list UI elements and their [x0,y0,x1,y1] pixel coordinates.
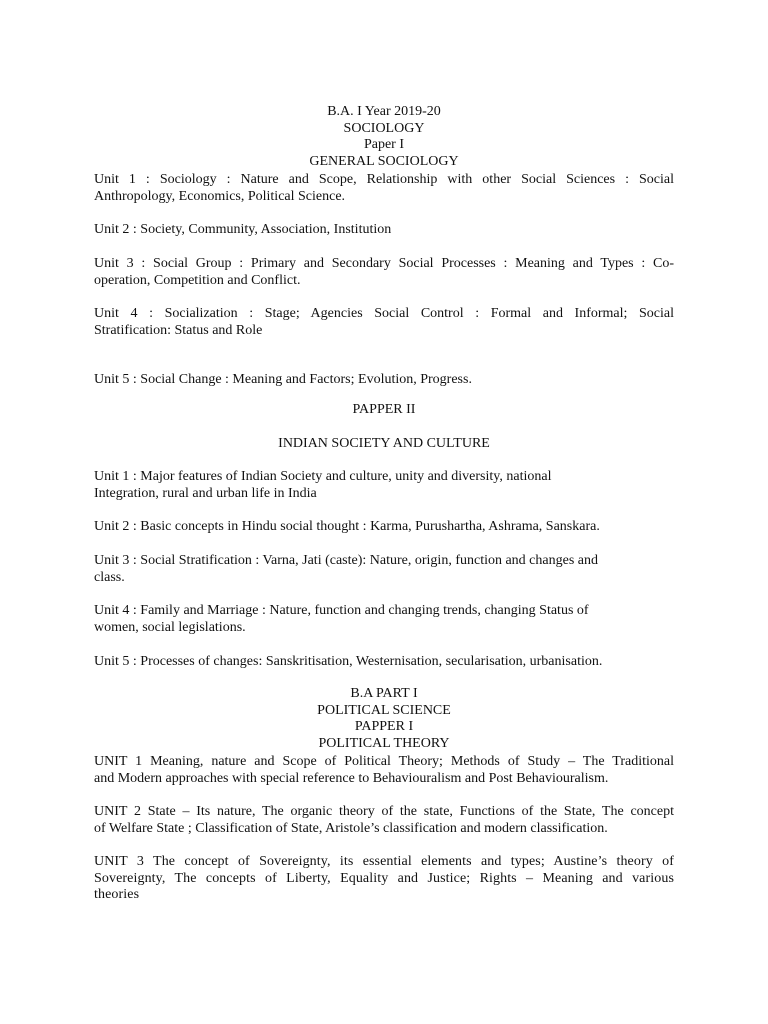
unit-text-line: class. [94,569,125,585]
unit-text-line: UNIT 3 The concept of Sovereignty, its essential elements and types; Austine’s theory of [94,854,674,869]
sociology-unit-5 [94,372,674,389]
paper-title: INDIAN SOCIETY AND CULTURE [278,436,490,451]
unit-text-line: Unit 2 : Basic concepts in Hindu social thought : Karma, Purushartha, Ashrama, Sanskara. [94,519,600,534]
paper-2-title [94,436,674,453]
unit-text-line: Unit 2 : Society, Community, Association, Institution [94,222,392,237]
paper-number: PAPPER II [352,402,416,417]
paper-2-unit-5 [94,654,674,671]
paper-2-heading [94,402,674,419]
unit-text-line: women, social legislations. [94,619,246,635]
unit-text-line: operation, Competition and Conflict. [94,272,301,288]
paper-number: PAPPER I [354,719,414,734]
unit-text-line: Unit 5 : Social Change : Meaning and Factors; Evolution, Progress. [94,372,472,387]
sociology-unit-1 [94,172,674,205]
unit-text-line: Unit 1 : Sociology : Nature and Scope, Relationship with other Social Sciences : Social [94,172,674,187]
paper-title: POLITICAL THEORY [318,735,450,751]
sociology-unit-2 [94,222,674,239]
sociology-unit-4 [94,306,674,339]
unit-text-line: Integration, rural and urban life in India [94,485,317,501]
unit-text-line: and Modern approaches with special reference to Behaviouralism and Post Behaviouralism. [94,770,609,786]
unit-text-line: Unit 1 : Major features of Indian Society and culture, unity and diversity, national [94,469,552,484]
unit-text-line: Unit 3 : Social Stratification : Varna, Jati (caste): Nature, origin, function and changes and [94,553,598,568]
unit-text-line: Anthropology, Economics, Political Science. [94,188,346,204]
sociology-unit-3 [94,256,674,289]
paper-2-unit-3 [94,553,674,586]
paper-2-unit-1 [94,469,674,502]
subject-title: POLITICAL SCIENCE [317,702,451,718]
political-unit-2 [94,804,674,837]
political-science-header [94,686,674,752]
unit-text-line: UNIT 2 State – Its nature, The organic theory of the state, Functions of the State, The concept [94,804,674,819]
unit-text-line: Unit 5 : Processes of changes: Sanskritisation, Westernisation, secularisation, urbanisation. [94,654,603,669]
paper-number: Paper I [363,137,405,152]
course-year: B.A. I Year 2019-20 [327,104,441,119]
unit-text-line: UNIT 1 Meaning, nature and Scope of Political Theory; Methods of Study – The Traditional [94,754,674,769]
unit-text-line: Unit 3 : Social Group : Primary and Secondary Social Processes : Meaning and Types : Co- [94,256,674,271]
paper-2-unit-4 [94,603,674,636]
political-unit-1 [94,754,674,787]
political-unit-3 [94,854,674,904]
unit-text-line: of Welfare State ; Classification of State, Aristole’s classification and modern classification. [94,820,608,836]
unit-text-line: Unit 4 : Family and Marriage : Nature, function and changing trends, changing Status of [94,603,589,618]
unit-text-line: theories [94,887,140,902]
paper-2-unit-2 [94,519,674,536]
unit-text-line: Unit 4 : Socialization : Stage; Agencies Social Control : Formal and Informal; Social [94,306,674,321]
unit-text-line: Stratification: Status and Role [94,322,263,338]
course-part: B.A PART I [350,686,418,701]
unit-text-line: Sovereignty, The concepts of Liberty, Equality and Justice; Rights – Meaning and various [94,870,674,886]
paper-title: GENERAL SOCIOLOGY [309,153,459,169]
subject-title: SOCIOLOGY [343,120,425,136]
sociology-header [94,104,674,170]
